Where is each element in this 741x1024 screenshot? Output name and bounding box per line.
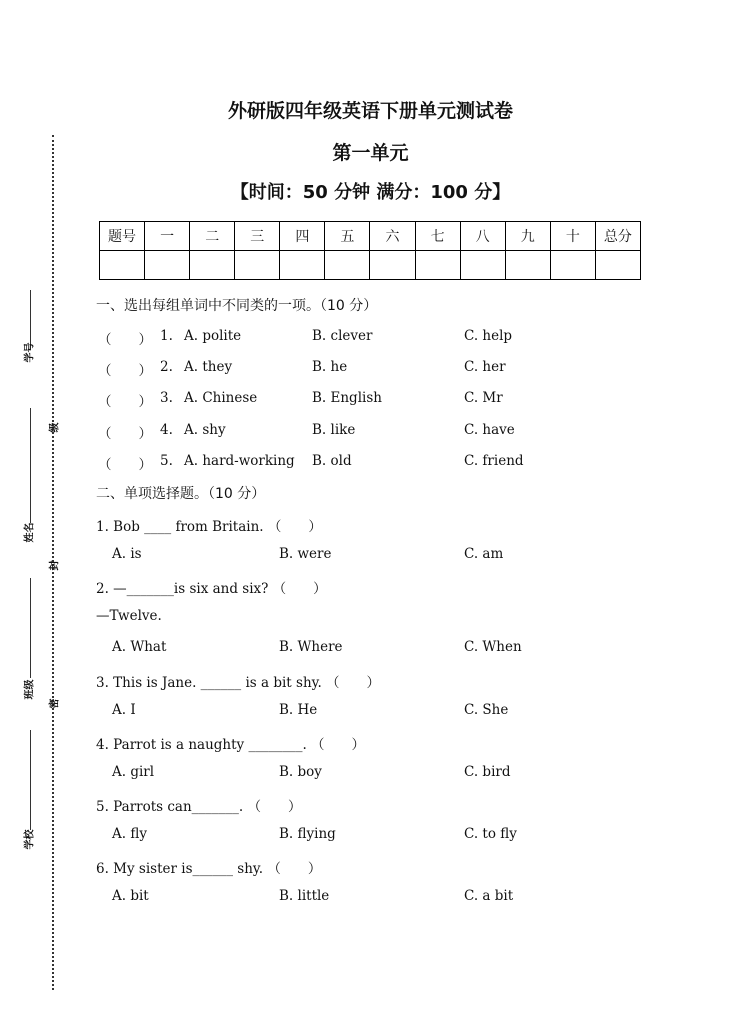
score-entry-cell[interactable]: [415, 251, 460, 280]
question-4-text: 4. Parrot is a naughty ________. （ ）: [96, 737, 366, 753]
score-header-cell: 二: [190, 222, 235, 251]
score-header-cell: 题号: [100, 222, 145, 251]
item-number: 2.: [160, 359, 173, 375]
answer-paren[interactable]: （ ）: [98, 363, 152, 379]
score-header-cell: 五: [325, 222, 370, 251]
score-header-cell: 十: [550, 222, 595, 251]
grade-seal-label: 级: [49, 422, 61, 433]
option-a: A. Chinese: [184, 390, 258, 406]
class-label: 班级: [24, 679, 36, 700]
q3-option-a: A. I: [112, 702, 136, 718]
option-a: A. polite: [184, 328, 242, 344]
score-header-cell: 八: [460, 222, 505, 251]
question-6-text: 6. My sister is______ shy. （ ）: [96, 861, 322, 877]
option-b: B. old: [312, 453, 352, 469]
seal-label: 封: [49, 560, 61, 571]
score-header-cell: 三: [235, 222, 280, 251]
score-table: [99, 221, 641, 280]
score-entry-cell[interactable]: [505, 251, 550, 280]
score-entry-cell[interactable]: [280, 251, 325, 280]
option-c: C. Mr: [464, 390, 503, 406]
q2-option-a: A. What: [112, 639, 167, 655]
school-line: [30, 730, 31, 830]
score-header-cell: 七: [415, 222, 460, 251]
class-line: [30, 578, 31, 678]
option-c: C. help: [464, 328, 513, 344]
q4-option-c: C. bird: [464, 764, 511, 780]
student-id-label: 学号: [24, 342, 36, 363]
score-entry-cell[interactable]: [595, 251, 640, 280]
school-label: 学校: [24, 829, 36, 850]
item-number: 5.: [160, 453, 173, 469]
unit-title: 第一单元: [332, 142, 409, 164]
question-1-text: 1. Bob ____ from Britain. （ ）: [96, 519, 322, 535]
option-c: C. have: [464, 422, 515, 438]
question-2-answer: —Twelve.: [96, 608, 162, 624]
score-header-cell: 四: [280, 222, 325, 251]
option-b: B. clever: [312, 328, 373, 344]
score-entry-cell[interactable]: [100, 251, 145, 280]
q5-option-a: A. fly: [112, 826, 147, 842]
exam-title: 外研版四年级英语下册单元测试卷: [227, 100, 513, 122]
option-a: A. they: [184, 359, 233, 375]
item-number: 1.: [160, 328, 173, 344]
q6-option-b: B. little: [279, 888, 330, 904]
score-table-header-row: [100, 222, 641, 251]
q4-option-b: B. boy: [279, 764, 322, 780]
score-entry-cell[interactable]: [370, 251, 415, 280]
option-b: B. English: [312, 390, 382, 406]
score-header-cell: 总分: [595, 222, 640, 251]
option-a: A. hard-working: [184, 453, 295, 469]
answer-paren[interactable]: （ ）: [98, 457, 152, 473]
student-id-line: [30, 290, 31, 350]
q6-option-c: C. a bit: [464, 888, 514, 904]
score-table-entry-row: [100, 251, 641, 280]
q6-option-a: A. bit: [112, 888, 149, 904]
q3-option-b: B. He: [279, 702, 318, 718]
score-entry-cell[interactable]: [460, 251, 505, 280]
answer-paren[interactable]: （ ）: [98, 426, 152, 442]
option-b: B. he: [312, 359, 348, 375]
section1-heading: 一、选出每组单词中不同类的一项。（10 分）: [96, 298, 378, 314]
score-entry-cell[interactable]: [325, 251, 370, 280]
score-header-cell: 九: [505, 222, 550, 251]
score-header-cell: 一: [145, 222, 190, 251]
q1-option-c: C. am: [464, 546, 504, 562]
q1-option-b: B. were: [279, 546, 332, 562]
item-number: 4.: [160, 422, 173, 438]
secret-label: 密: [49, 698, 61, 709]
name-line: [30, 408, 31, 523]
answer-paren[interactable]: （ ）: [98, 332, 152, 348]
q1-option-a: A. is: [112, 546, 142, 562]
q2-option-b: B. Where: [279, 639, 343, 655]
q4-option-a: A. girl: [112, 764, 155, 780]
time-score-info: 【时间：50 分钟 满分：100 分】: [230, 182, 511, 203]
q5-option-b: B. flying: [279, 826, 336, 842]
score-header-cell: 六: [370, 222, 415, 251]
option-c: C. her: [464, 359, 506, 375]
score-entry-cell[interactable]: [190, 251, 235, 280]
score-entry-cell[interactable]: [235, 251, 280, 280]
question-5-text: 5. Parrots can_______. （ ）: [96, 799, 302, 815]
score-entry-cell[interactable]: [550, 251, 595, 280]
q5-option-c: C. to fly: [464, 826, 517, 842]
q2-option-c: C. When: [464, 639, 522, 655]
question-3-text: 3. This is Jane. ______ is a bit shy. （ ）: [96, 675, 381, 691]
name-label: 姓名: [24, 522, 36, 543]
item-number: 3.: [160, 390, 173, 406]
score-entry-cell[interactable]: [145, 251, 190, 280]
option-a: A. shy: [184, 422, 226, 438]
option-b: B. like: [312, 422, 356, 438]
question-2-text: 2. —_______is six and six? （ ）: [96, 581, 327, 597]
option-c: C. friend: [464, 453, 524, 469]
section2-heading: 二、单项选择题。（10 分）: [96, 486, 266, 502]
q3-option-c: C. She: [464, 702, 509, 718]
answer-paren[interactable]: （ ）: [98, 394, 152, 410]
